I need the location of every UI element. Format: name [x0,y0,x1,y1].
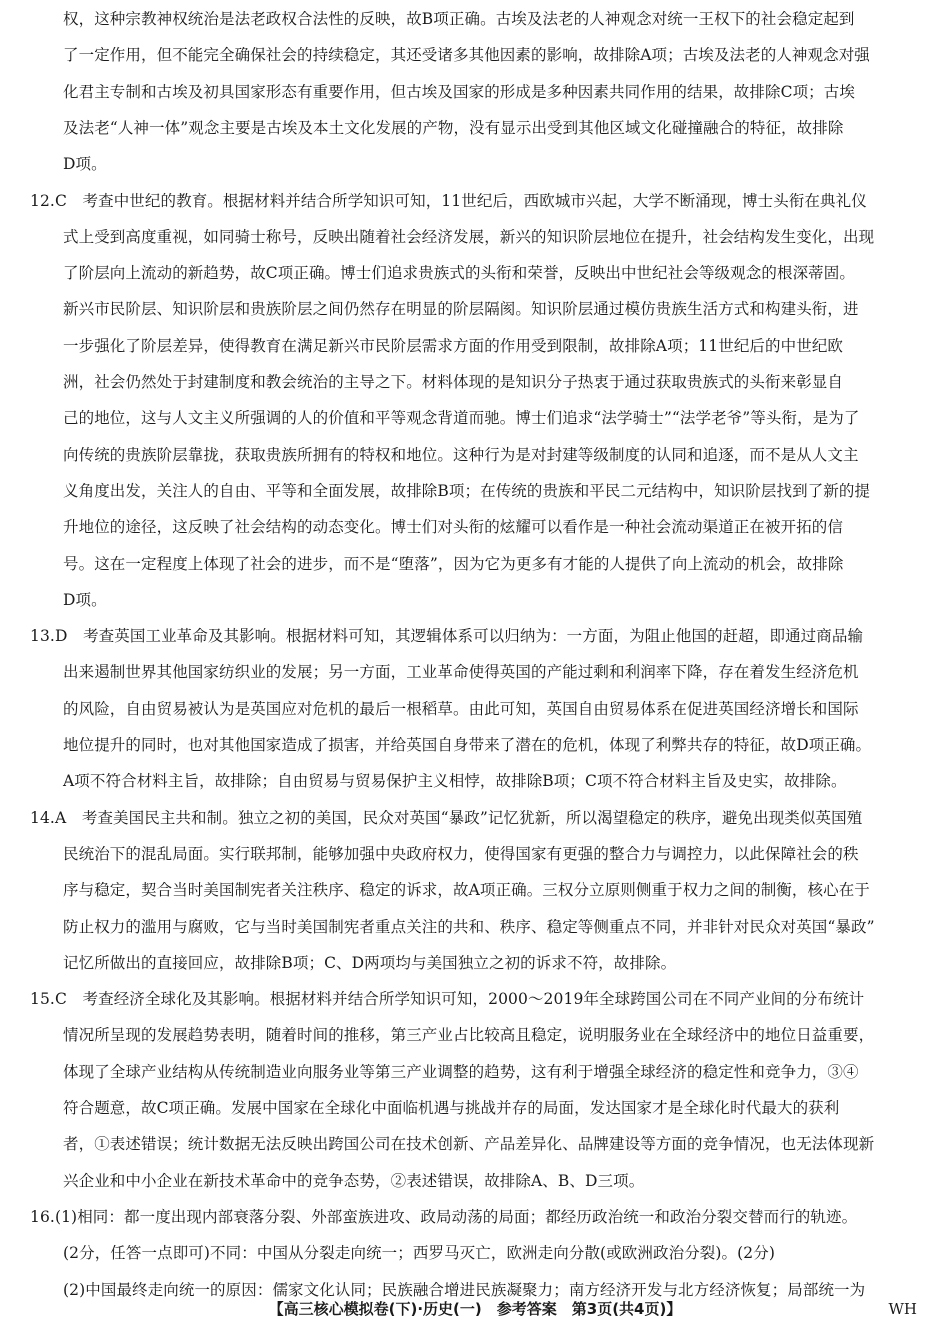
text-line: A项不符合材料主旨，故排除；自由贸易与贸易保护主义相悖，故排除B项；C项不符合材料主旨及史实，故排除。 [63,772,847,791]
text-line: 及法老“人神一体”观念主要是古埃及本土文化发展的产物，没有显示出受到其他区域文化碰撞融合的特征，故排除 [63,118,844,137]
text-line: 地位提升的同时，也对其他国家造成了损害，并给英国自身带来了潜在的危机，体现了利弊共存的特征，故D项正确。 [63,736,872,754]
text-line: 防止权力的滥用与腐败，它与当时美国制宪者重点关注的共和、秩序、稳定等侧重点不同，并非针对民众对英国“暴政” [63,917,875,936]
text-line: 义角度出发，关注人的自由、平等和全面发展，故排除B项；在传统的贵族和平民二元结构中，知识阶层找到了新的提 [63,481,871,500]
footer-code: WH [888,1300,917,1318]
text-line: 符合题意，故C项正确。发展中国家在全球化中面临机遇与挑战并存的局面，发达国家才是全球化时代最大的获利 [63,1099,840,1117]
footer-title: 【高三核心模拟卷(下)·历史(一) 参考答案 第3页(共4页)】 [268,1300,682,1318]
text-line: 的风险，自由贸易被认为是英国应对危机的最后一根稻草。由此可知，英国自由贸易体系在促进英国经济增长和国际 [63,699,859,718]
text-line: 了阶层向上流动的新趋势，故C项正确。博士们追求贵族式的头衔和荣誉，反映出中世纪社会等级观念的根深蒂固。 [63,264,855,283]
text-line: 新兴市民阶层、知识阶层和贵族阶层之间仍然存在明显的阶层隔阂。知识阶层通过模仿贵族生活方式和构建头衔，进 [63,300,859,319]
text-line: 情况所呈现的发展趋势表明，随着时间的推移，第三产业占比较高且稳定，说明服务业在全球经济中的地位日益重要， [63,1026,875,1045]
text-line: 了一定作用，但不能完全确保社会的持续稳定，其还受诸多其他因素的影响，故排除A项；古埃及法老的人神观念对强 [63,46,870,65]
text-line: 向传统的贵族阶层靠拢，获取贵族所拥有的特权和地位。这种行为是对封建等级制度的认同和追逐，而不是从人文主 [63,445,859,464]
text-line: 兴企业和中小企业在新技术革命中的竞争态势，②表述错误，故排除A、B、D三项。 [63,1171,645,1190]
text-line: 出来遏制世界其他国家纺织业的发展；另一方面，工业革命使得英国的产能过剩和利润率下降，存在着发生经济危机 [63,663,859,682]
text-line: 权，这种宗教神权统治是法老政权合法性的反映，故B项正确。古埃及法老的人神观念对统一王权下的社会稳定起到 [63,10,855,28]
text-line: 记忆所做出的直接回应，故排除B项；C、D两项均与美国独立之初的诉求不符，故排除。 [63,953,677,972]
text-line: 己的地位，这与人文主义所强调的人的价值和平等观念背道而驰。博士们追求“法学骑士”“法学老爷”等头衔，是为了 [63,409,860,428]
text-line: 体现了全球产业结构从传统制造业向服务业等第三产业调整的趋势，这有利于增强全球经济的稳定性和竞争力，③④ [63,1062,859,1081]
text-line: 升地位的途径，这反映了社会结构的动态变化。博士们对头衔的炫耀可以看作是一种社会流动渠道正在被开拓的信 [63,518,844,537]
text-line: 民统治下的混乱局面。实行联邦制，能够加强中央政府权力，使得国家有更强的整合力与调控力，以此保障社会的秩 [63,844,859,863]
text-line: 洲，社会仍然处于封建制度和教会统治的主导之下。材料体现的是知识分子热衷于通过获取贵族式的头衔来彰显自 [63,373,844,391]
text-line: (2分，任答一点即可)不同：中国从分裂走向统一；西罗马灭亡，欧洲走向分散(或欧洲政治分裂)。(2分) [63,1244,776,1263]
text-line: 13.D 考查英国工业革命及其影响。根据材料可知，其逻辑体系可以归纳为：一方面，为阻止他国的赶超，即通过商品输 [30,627,864,646]
text-line: 16.(1)相同：都一度出现内部衰落分裂、外部蛮族进攻、政局动荡的局面；都经历政治统一和政治分裂交替而行的轨迹。 [30,1207,858,1226]
text-line: 者，①表述错误；统计数据无法反映出跨国公司在技术创新、产品差异化、品牌建设等方面的竞争情况，也无法体现新 [63,1135,875,1154]
text-line: 化君主专制和古埃及初具国家形态有重要作用，但古埃及国家的形成是多种因素共同作用的结果，故排除C项；古埃 [63,82,855,101]
text-line: 序与稳定，契合当时美国制宪者关注秩序、稳定的诉求，故A项正确。三权分立原则侧重于权力之间的制衡，核心在于 [63,881,870,900]
text-line: 15.C 考查经济全球化及其影响。根据材料并结合所学知识可知，2000～2019年全球跨国公司在不同产业间的分布统计 [30,990,865,1009]
text-line: 号。这在一定程度上体现了社会的进步，而不是“堕落”，因为它为更多有才能的人提供了向上流动的机会，故排除 [63,554,844,573]
page-footer [0,1295,950,1323]
text-line: D项。 [63,590,107,609]
text-line: 式上受到高度重视，如同骑士称号，反映出随着社会经济发展，新兴的知识阶层地位在提升，社会结构发生变化，出现 [63,227,875,246]
text-line: D项。 [63,155,107,174]
text-line: 12.C 考查中世纪的教育。根据材料并结合所学知识可知，11世纪后，西欧城市兴起，大学不断涌现，博士头衔在典礼仪 [30,191,867,210]
text-line: (2)中国最终走向统一的原因：儒家文化认同；民族融合增进民族凝聚力；南方经济开发与北方经济恢复；局部统一为 [63,1280,866,1299]
text-line: 一步强化了阶层差异，使得教育在满足新兴市民阶层需求方面的作用受到限制，故排除A项；11世纪后的中世纪欧 [63,336,844,355]
text-line: 14.A 考查美国民主共和制。独立之初的美国，民众对英国“暴政”记忆犹新，所以渴望稳定的秩序，避免出现类似英国殖 [30,808,863,827]
